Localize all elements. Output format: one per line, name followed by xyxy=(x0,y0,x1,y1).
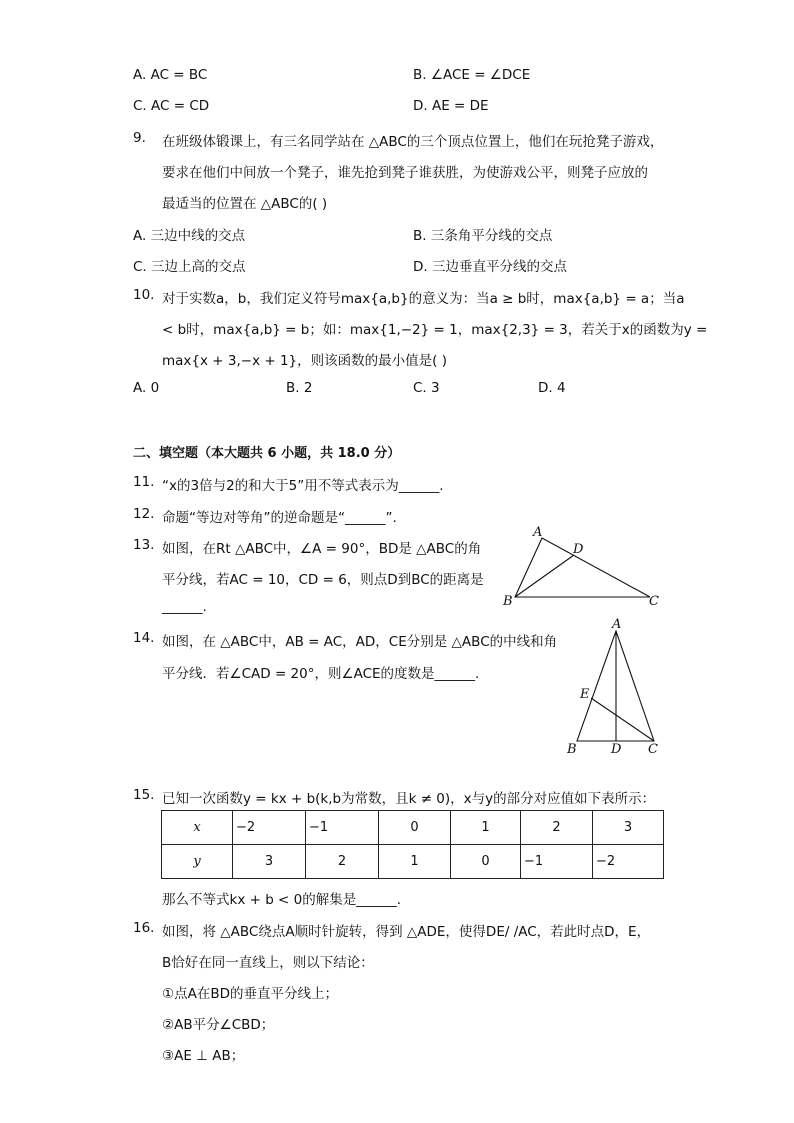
q13-number: 13. xyxy=(133,537,155,553)
q9-option-c: C. 三边上高的交点 xyxy=(133,259,246,275)
q15-after-text: 那么不等式kx + b < 0的解集是______. xyxy=(162,892,402,908)
table-cell: −1 xyxy=(521,845,593,879)
q10-line-3: max{x + 3,−x + 1}，则该函数的最小值是( ) xyxy=(162,353,447,369)
q14-label-a: A xyxy=(612,617,622,632)
q9-option-d: D. 三边垂直平分线的交点 xyxy=(413,259,567,275)
q16-conclusion-1: ①点A在BD的垂直平分线上； xyxy=(162,986,338,1002)
q10-option-c: C. 3 xyxy=(413,380,440,396)
q14-number: 14. xyxy=(133,630,155,646)
q9-number: 9. xyxy=(133,130,146,146)
q10-option-b: B. 2 xyxy=(286,380,313,396)
table-cell: 2 xyxy=(521,811,593,845)
q13-line-3: ______. xyxy=(162,599,207,615)
q10-option-a: A. 0 xyxy=(133,380,160,396)
q16-line-2: B恰好在同一直线上，则以下结论： xyxy=(162,955,374,971)
q15-number: 15. xyxy=(133,787,155,803)
q12-text: 命题“等边对等角”的逆命题是“______”. xyxy=(162,510,397,526)
q9-line-1: 在班级体锻课上，有三名同学站在 △ABC的三个顶点位置上，他们在玩抢凳子游戏， xyxy=(162,134,664,150)
q9-line-3: 最适当的位置在 △ABC的( ) xyxy=(162,196,328,212)
q13-line-1: 如图，在Rt △ABC中，∠A = 90°，BD是 △ABC的角 xyxy=(162,541,482,557)
q16-conclusion-3: ③AE ⊥ AB； xyxy=(162,1048,245,1064)
table-cell: 0 xyxy=(379,811,451,845)
q12-number: 12. xyxy=(133,506,155,522)
q14-line-2: 平分线．若∠CAD = 20°，则∠ACE的度数是______. xyxy=(162,666,480,682)
q10-line-1: 对于实数a，b，我们定义符号max{a,b}的意义为：当a ≥ b时，max{a,b} = a；当a xyxy=(162,291,685,307)
table-cell: −2 xyxy=(233,811,306,845)
q8-option-a: A. AC = BC xyxy=(133,67,208,83)
q13-label-d: D xyxy=(573,542,584,557)
q9-line-2: 要求在他们中间放一个凳子，谁先抢到凳子谁获胜，为使游戏公平，则凳子应放的 xyxy=(162,165,648,181)
q13-label-b: B xyxy=(503,594,513,609)
q11-number: 11. xyxy=(133,474,155,490)
table-cell: 1 xyxy=(379,845,451,879)
q16-conclusion-2: ②AB平分∠CBD； xyxy=(162,1017,275,1033)
q14-label-b: B xyxy=(567,742,577,757)
table-header-y: y xyxy=(162,845,233,879)
section-heading: 二、填空题（本大题共 6 小题，共 18.0 分） xyxy=(133,446,401,461)
q9-option-b: B. 三条角平分线的交点 xyxy=(413,228,553,244)
table-cell: 3 xyxy=(593,811,664,845)
q13-label-a: A xyxy=(533,525,543,540)
table-cell: 1 xyxy=(451,811,521,845)
q8-option-d: D. AE = DE xyxy=(413,98,489,114)
q16-line-1: 如图，将 △ABC绕点A顺时针旋转，得到 △ADE，使得DE/ /AC，若此时点D，E， xyxy=(162,924,651,940)
q11-text: “x的3倍与2的和大于5”用不等式表示为______. xyxy=(162,478,444,494)
table-header-x: x xyxy=(162,811,233,845)
q14-line-1: 如图，在 △ABC中，AB = AC，AD，CE分别是 △ABC的中线和角 xyxy=(162,634,558,650)
table-row-x xyxy=(162,811,664,845)
table-cell: −2 xyxy=(593,845,664,879)
table-cell: 2 xyxy=(306,845,379,879)
value-table xyxy=(161,810,664,879)
q9-option-a: A. 三边中线的交点 xyxy=(133,228,246,244)
table-cell: 3 xyxy=(233,845,306,879)
q8-option-b: B. ∠ACE = ∠DCE xyxy=(413,67,531,83)
q10-number: 10. xyxy=(133,287,155,303)
q13-line-2: 平分线，若AC = 10，CD = 6，则点D到BC的距离是 xyxy=(162,572,484,588)
q13-triangle-figure xyxy=(495,525,670,610)
q14-label-e: E xyxy=(580,687,590,702)
q14-triangle-figure xyxy=(560,616,670,761)
q14-label-d: D xyxy=(611,742,622,757)
q16-number: 16. xyxy=(133,920,155,936)
table-cell: 0 xyxy=(451,845,521,879)
q10-line-2: < b时，max{a,b} = b；如：max{1,−2} = 1，max{2,3} = 3，若关于x的函数为y = xyxy=(162,322,708,338)
table-row-y xyxy=(162,845,664,879)
q13-label-c: C xyxy=(649,594,659,609)
q15-text: 已知一次函数y = kx + b(k,b为常数，且k ≠ 0)，x与y的部分对应值如下表所示： xyxy=(162,791,656,807)
table-cell: −1 xyxy=(306,811,379,845)
q10-option-d: D. 4 xyxy=(538,380,566,396)
q8-option-c: C. AC = CD xyxy=(133,98,210,114)
q14-label-c: C xyxy=(648,742,658,757)
